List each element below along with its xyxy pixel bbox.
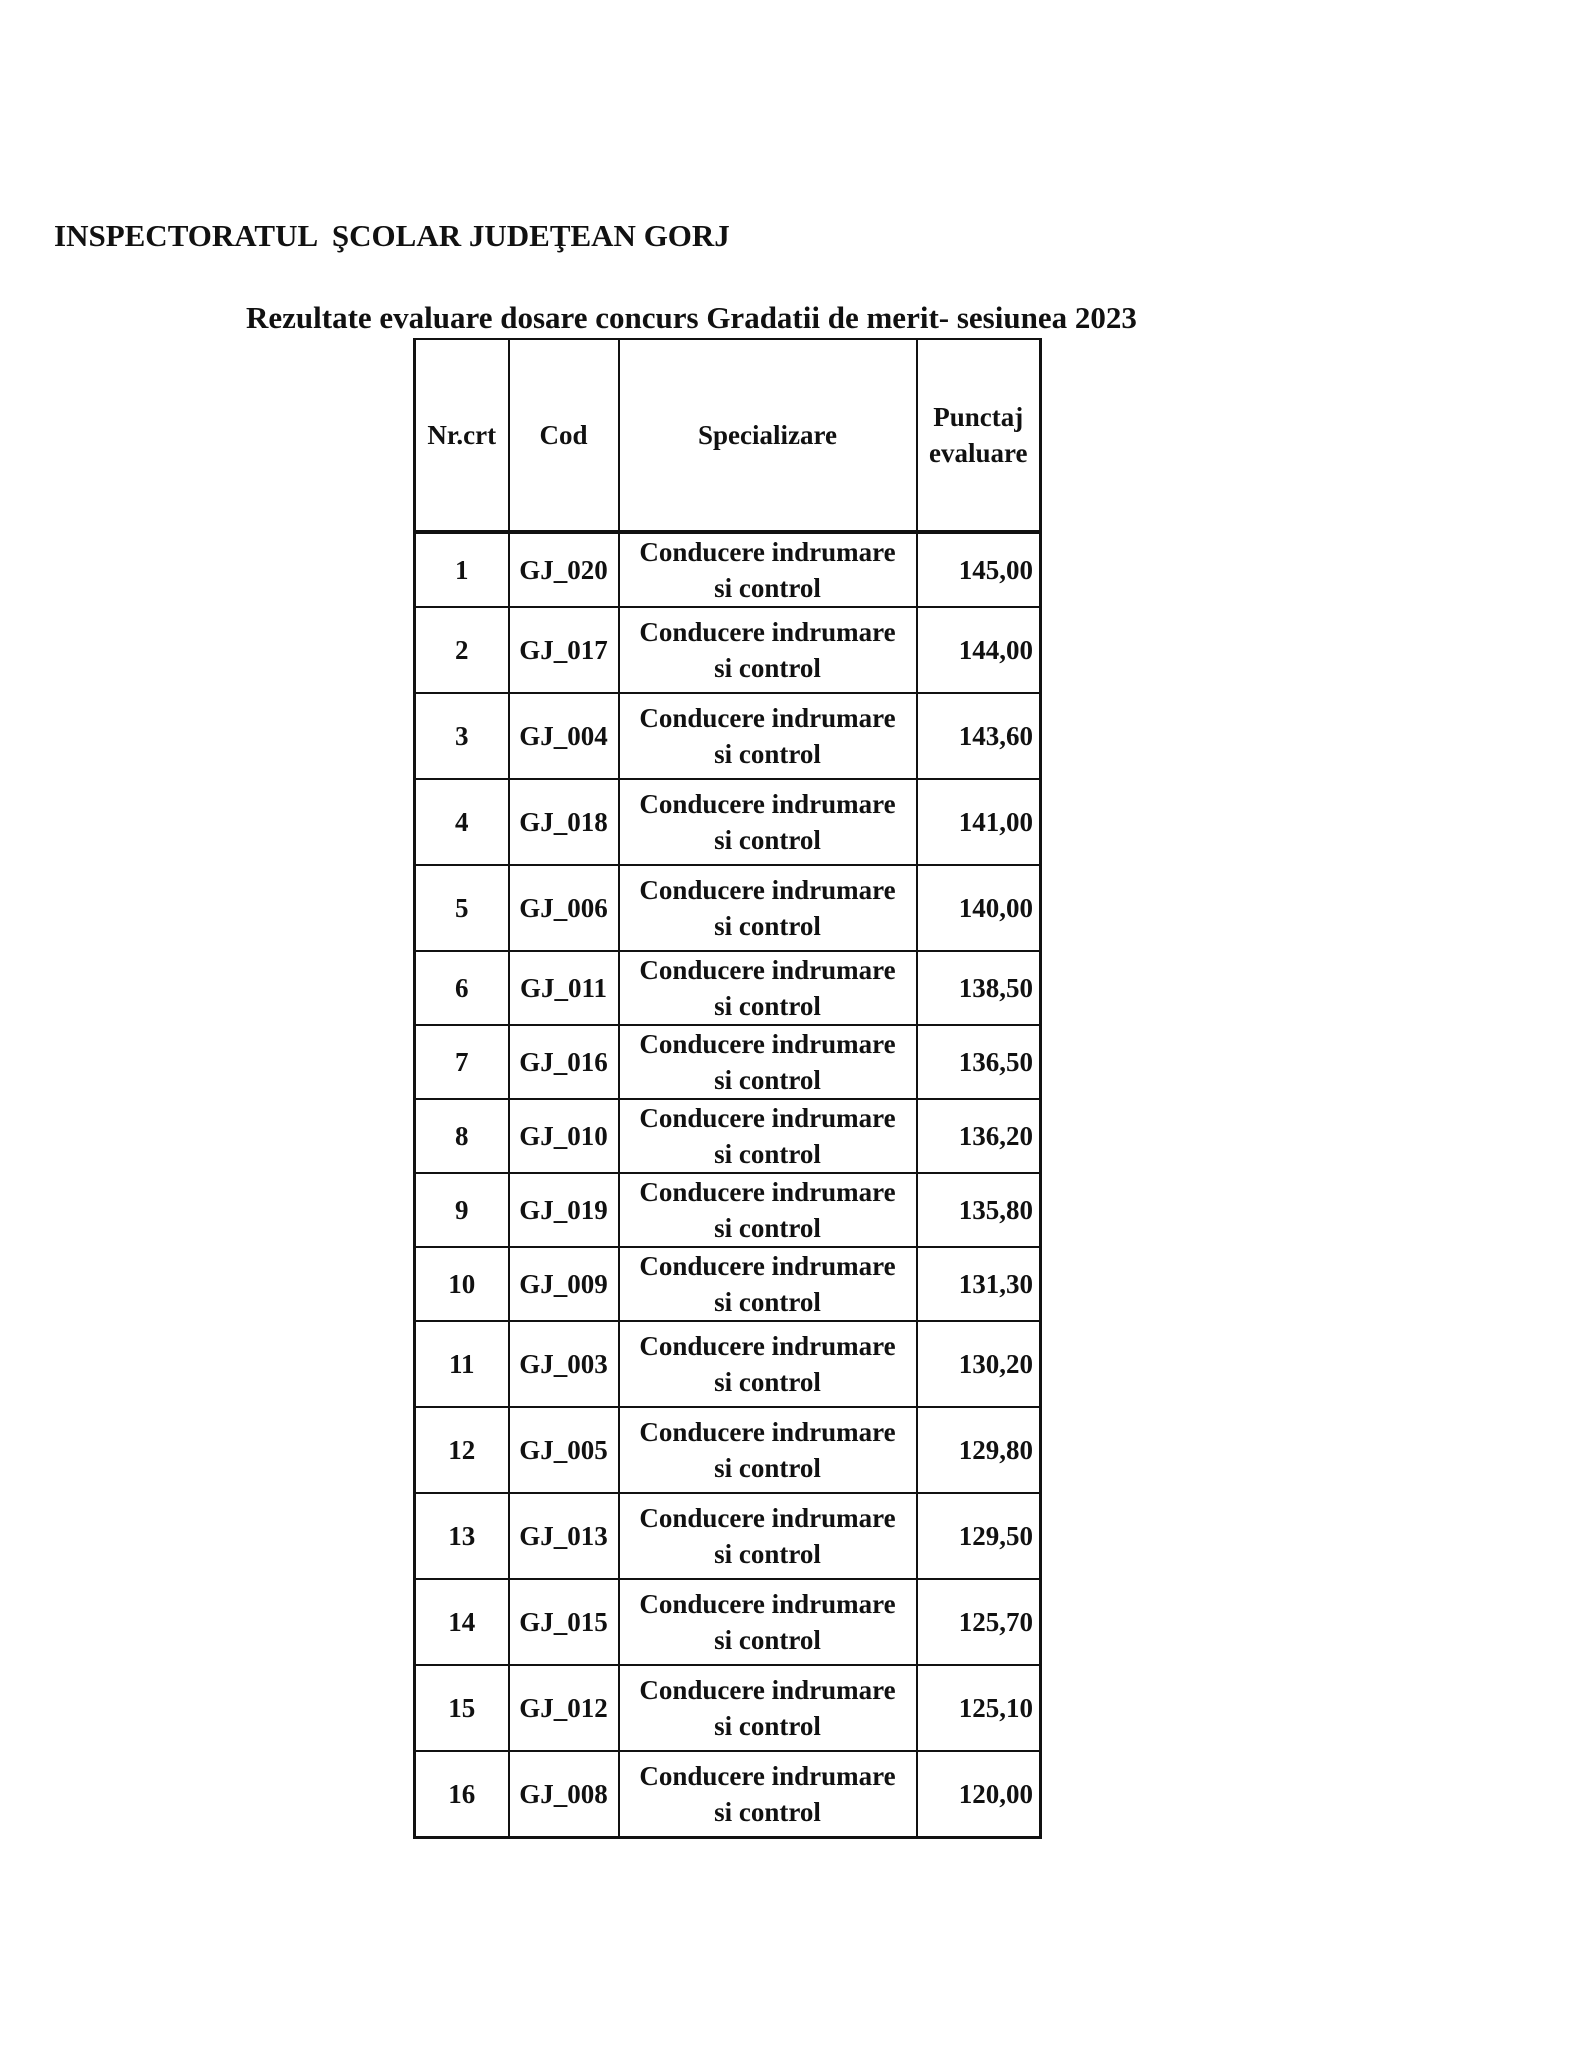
- cell-specializare: [619, 865, 917, 951]
- cell-cod: GJ_010: [509, 1099, 619, 1173]
- cell-punctaj: 144,00: [917, 607, 1041, 693]
- table-row: [415, 865, 1041, 951]
- cell-punctaj: 135,80: [917, 1173, 1041, 1247]
- specializare-line2: si control: [714, 739, 821, 769]
- cell-cod: GJ_011: [509, 951, 619, 1025]
- specializare-line2: si control: [714, 825, 821, 855]
- cell-cod: GJ_018: [509, 779, 619, 865]
- cell-specializare: [619, 1025, 917, 1099]
- table-row: [415, 1407, 1041, 1493]
- specializare-line1: Conducere indrumare: [639, 789, 896, 819]
- table-row: [415, 1579, 1041, 1665]
- specializare-line2: si control: [714, 1287, 821, 1317]
- specializare-line1: Conducere indrumare: [639, 955, 896, 985]
- specializare-line2: si control: [714, 1139, 821, 1169]
- specializare-line1: Conducere indrumare: [639, 1251, 896, 1281]
- cell-nr-crt: 15: [415, 1665, 509, 1751]
- table-row: [415, 1665, 1041, 1751]
- cell-nr-crt: 9: [415, 1173, 509, 1247]
- cell-cod: GJ_013: [509, 1493, 619, 1579]
- specializare-line1: Conducere indrumare: [639, 1177, 896, 1207]
- table-row: [415, 1173, 1041, 1247]
- cell-cod: GJ_009: [509, 1247, 619, 1321]
- cell-nr-crt: 12: [415, 1407, 509, 1493]
- specializare-line2: si control: [714, 911, 821, 941]
- cell-nr-crt: 13: [415, 1493, 509, 1579]
- cell-cod: GJ_017: [509, 607, 619, 693]
- cell-specializare: [619, 1321, 917, 1407]
- cell-punctaj: 143,60: [917, 693, 1041, 779]
- specializare-line1: Conducere indrumare: [639, 1503, 896, 1533]
- cell-cod: GJ_015: [509, 1579, 619, 1665]
- table-row: [415, 1099, 1041, 1173]
- specializare-line1: Conducere indrumare: [639, 537, 896, 567]
- specializare-line1: Conducere indrumare: [639, 1675, 896, 1705]
- cell-punctaj: 130,20: [917, 1321, 1041, 1407]
- cell-nr-crt: 14: [415, 1579, 509, 1665]
- cell-nr-crt: 7: [415, 1025, 509, 1099]
- specializare-line1: Conducere indrumare: [639, 875, 896, 905]
- table-row: [415, 1321, 1041, 1407]
- cell-punctaj: 131,30: [917, 1247, 1041, 1321]
- cell-specializare: [619, 1751, 917, 1837]
- specializare-line1: Conducere indrumare: [639, 1760, 896, 1791]
- cell-cod: GJ_003: [509, 1321, 619, 1407]
- cell-punctaj: 136,20: [917, 1099, 1041, 1173]
- header-cod: Cod: [509, 339, 619, 532]
- specializare-line1: Conducere indrumare: [639, 703, 896, 733]
- cell-cod: GJ_004: [509, 693, 619, 779]
- header-punctaj-line2: evaluare: [929, 438, 1028, 468]
- cell-nr-crt: 2: [415, 607, 509, 693]
- table-header-row: [415, 339, 1041, 532]
- cell-specializare: [619, 1493, 917, 1579]
- cell-nr-crt: 4: [415, 779, 509, 865]
- table-row: [415, 693, 1041, 779]
- specializare-line1: Conducere indrumare: [639, 1417, 896, 1447]
- specializare-line2: si control: [714, 1625, 821, 1655]
- specializare-line2: si control: [714, 1796, 821, 1827]
- specializare-line2: si control: [714, 1711, 821, 1741]
- cell-cod: GJ_020: [509, 532, 619, 607]
- cell-nr-crt: 6: [415, 951, 509, 1025]
- cell-specializare: [619, 779, 917, 865]
- header-punctaj-evaluare: [917, 339, 1041, 532]
- specializare-line1: Conducere indrumare: [639, 1103, 896, 1133]
- specializare-line2: si control: [714, 1065, 821, 1095]
- cell-specializare: [619, 693, 917, 779]
- cell-punctaj: 125,70: [917, 1579, 1041, 1665]
- cell-specializare: [619, 1407, 917, 1493]
- cell-nr-crt: 3: [415, 693, 509, 779]
- table-row: [415, 1247, 1041, 1321]
- specializare-line1: Conducere indrumare: [639, 1589, 896, 1619]
- table-row: [415, 1025, 1041, 1099]
- header-nr-crt: Nr.crt: [415, 339, 509, 532]
- cell-specializare: [619, 607, 917, 693]
- specializare-line2: si control: [714, 1367, 821, 1397]
- cell-nr-crt: 11: [415, 1321, 509, 1407]
- cell-cod: GJ_005: [509, 1407, 619, 1493]
- header-punctaj-line1: Punctaj: [933, 402, 1024, 432]
- cell-punctaj: 140,00: [917, 865, 1041, 951]
- table-row: [415, 1493, 1041, 1579]
- cell-cod: GJ_008: [509, 1751, 619, 1837]
- cell-cod: GJ_006: [509, 865, 619, 951]
- document-title: Rezultate evaluare dosare concurs Gradatii de merit- sesiunea 2023: [246, 300, 1137, 335]
- header-specializare: Specializare: [619, 339, 917, 532]
- cell-nr-crt: 8: [415, 1099, 509, 1173]
- cell-specializare: [619, 1579, 917, 1665]
- specializare-line2: si control: [714, 653, 821, 683]
- table-body: [415, 532, 1041, 1837]
- specializare-line1: Conducere indrumare: [639, 617, 896, 647]
- specializare-line2: si control: [714, 991, 821, 1021]
- specializare-line2: si control: [714, 573, 821, 603]
- cell-specializare: [619, 1665, 917, 1751]
- specializare-line2: si control: [714, 1453, 821, 1483]
- cell-punctaj: 120,00: [917, 1751, 1041, 1837]
- cell-specializare: [619, 951, 917, 1025]
- cell-punctaj: 125,10: [917, 1665, 1041, 1751]
- table-row: [415, 607, 1041, 693]
- cell-punctaj: 141,00: [917, 779, 1041, 865]
- results-table: [413, 338, 1042, 1839]
- table-row: [415, 779, 1041, 865]
- cell-cod: GJ_016: [509, 1025, 619, 1099]
- cell-specializare: [619, 1099, 917, 1173]
- cell-punctaj: 138,50: [917, 951, 1041, 1025]
- cell-punctaj: 145,00: [917, 532, 1041, 607]
- institution-heading: INSPECTORATUL ŞCOLAR JUDEŢEAN GORJ: [54, 218, 730, 253]
- table-row: [415, 532, 1041, 607]
- cell-specializare: [619, 1173, 917, 1247]
- specializare-line1: Conducere indrumare: [639, 1331, 896, 1361]
- specializare-line2: si control: [714, 1539, 821, 1569]
- cell-cod: GJ_019: [509, 1173, 619, 1247]
- specializare-line2: si control: [714, 1213, 821, 1243]
- cell-nr-crt: 1: [415, 532, 509, 607]
- cell-punctaj: 129,80: [917, 1407, 1041, 1493]
- cell-cod: GJ_012: [509, 1665, 619, 1751]
- cell-punctaj: 136,50: [917, 1025, 1041, 1099]
- table-row: [415, 1751, 1041, 1837]
- cell-punctaj: 129,50: [917, 1493, 1041, 1579]
- cell-specializare: [619, 532, 917, 607]
- cell-nr-crt: 16: [415, 1751, 509, 1837]
- cell-nr-crt: 5: [415, 865, 509, 951]
- specializare-line1: Conducere indrumare: [639, 1029, 896, 1059]
- cell-nr-crt: 10: [415, 1247, 509, 1321]
- cell-specializare: [619, 1247, 917, 1321]
- table-row: [415, 951, 1041, 1025]
